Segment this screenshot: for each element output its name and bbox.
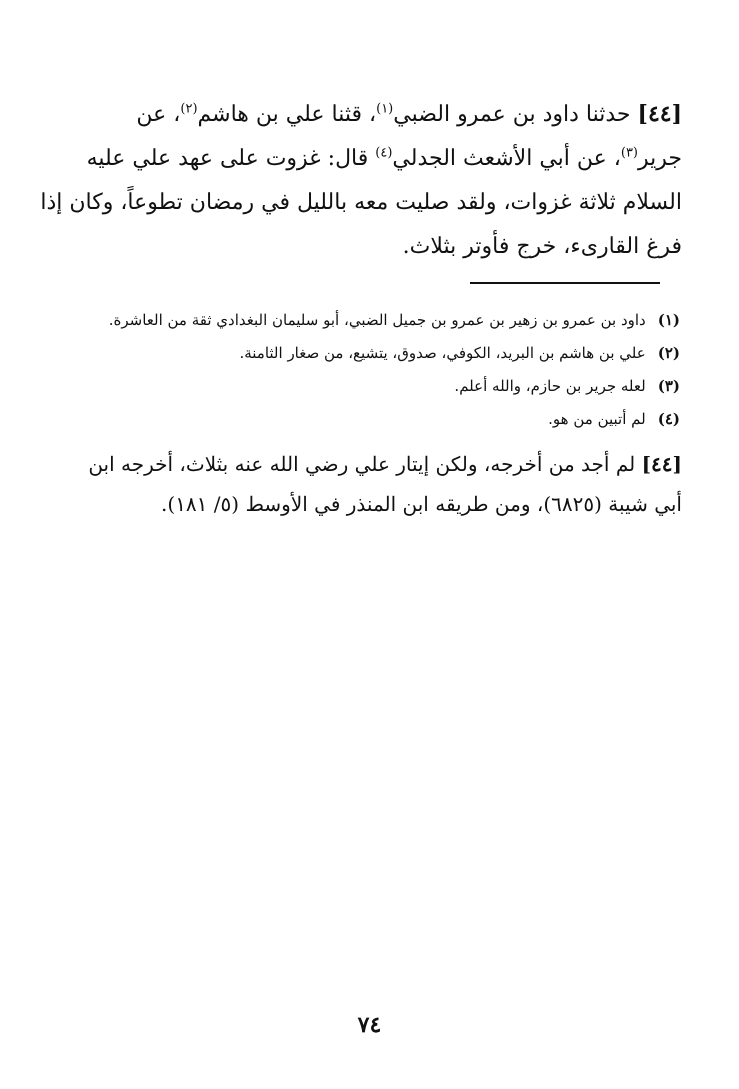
- footnote-mark: (٢): [657, 344, 680, 362]
- hadith-number: [٤٤]: [637, 101, 682, 127]
- footnote-text: علي بن هاشم بن البريد، الكوفي، صدوق، يتشيع، من صغار الثامنة.: [239, 344, 646, 362]
- commentary-line: [٤٤] لم أجد من أخرجه، ولكن إيتار علي رضي الله عنه بثلاث، أخرجه ابن: [88, 452, 682, 476]
- footnote: [60, 337, 680, 370]
- footnote-text: لعله جرير بن حازم، والله أعلم.: [454, 377, 646, 395]
- footnote-mark: (١): [657, 311, 680, 329]
- page-number: ٧٤: [357, 1012, 382, 1038]
- footnotes: [60, 304, 680, 436]
- footnote: [60, 370, 680, 403]
- footnote-separator: [470, 282, 660, 284]
- hadith-text: [40, 92, 682, 269]
- footnote-ref: (٣): [620, 145, 638, 161]
- commentary-line: أبي شيبة (٦٨٢٥)، ومن طريقه ابن المنذر في الأوسط (٥/ ١٨١).: [161, 492, 682, 516]
- hadith-line: فرغ القارىء، خرج فأوتر بثلاث.: [402, 234, 682, 259]
- footnote-text: لم أتبين من هو.: [548, 410, 646, 428]
- footnote-text: داود بن عمرو بن زهير بن عمرو بن جميل الضبي، أبو سليمان البغدادي ثقة من العاشرة.: [108, 311, 646, 329]
- footnote-mark: (٤): [657, 410, 680, 428]
- footnote: [60, 304, 680, 337]
- hadith-line: جرير$^{(٣)}$، عن أبي الأشعث الجدلي$^{(٤)}$ قال: غزوت على عهد علي عليه: [86, 145, 682, 171]
- commentary-number: [٤٤]: [641, 452, 682, 476]
- footnote-ref: (٢): [180, 101, 198, 117]
- hadith-line: [٤٤] حدثنا داود بن عمرو الضبي$^{(١)}$، قثنا علي بن هاشم$^{(٢)}$، عن: [136, 101, 682, 127]
- footnote-mark: (٣): [657, 377, 680, 395]
- takhrij-commentary: [52, 444, 682, 524]
- footnote: [60, 403, 680, 436]
- hadith-line: السلام ثلاثة غزوات، ولقد صليت معه بالليل في رمضان تطوعاً، وكان إذا: [40, 190, 682, 215]
- footnote-ref: (٤): [375, 145, 393, 161]
- footnote-ref: (١): [376, 101, 394, 117]
